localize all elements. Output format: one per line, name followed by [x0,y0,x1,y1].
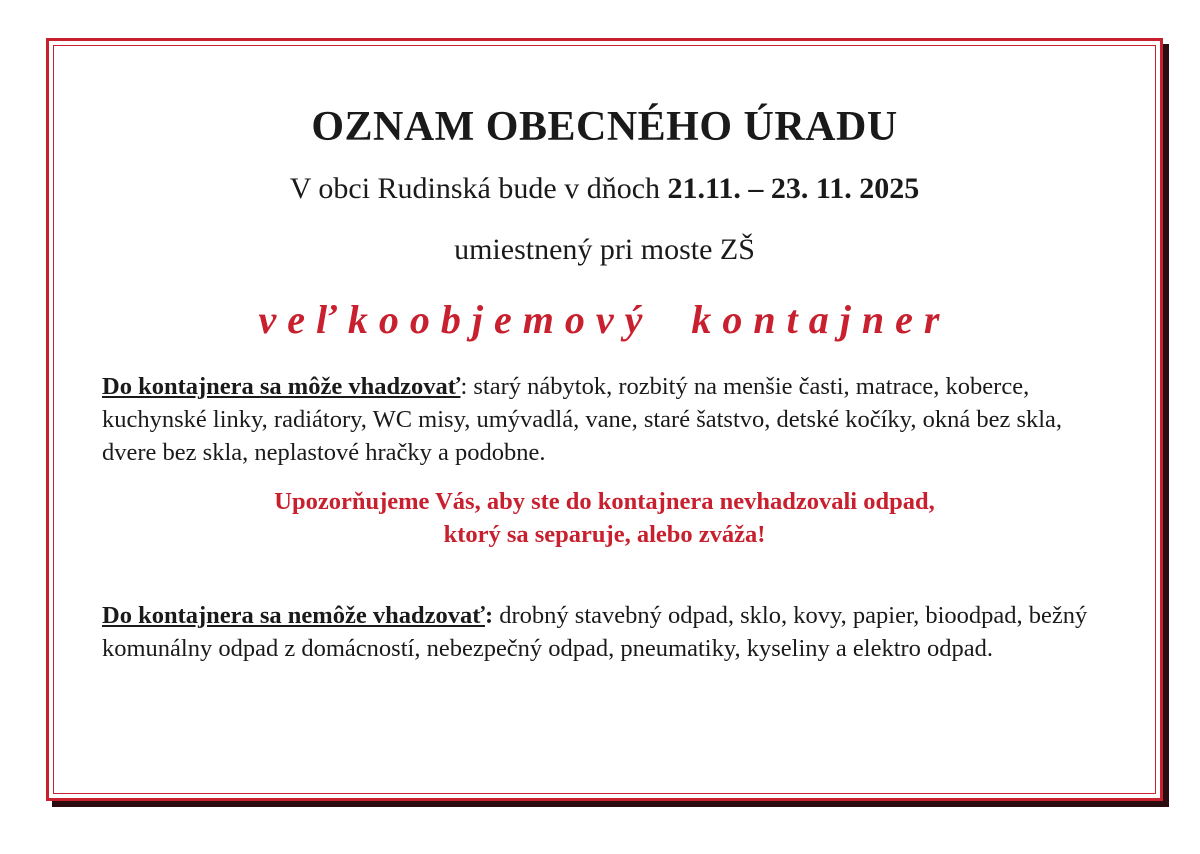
forbidden-colon: : [484,602,494,629]
date-line-prefix: V obci Rudinská bude v dňoch [289,172,668,205]
warning-line-1: Upozorňujeme Vás, aby ste do kontajnera nevhadzovali odpad, [274,488,935,515]
forbidden-text: drobný stavebný odpad, sklo, kovy, papier, bioodpad, bežný komunálny odpad z domácností, nebezpečný odpad, pneumatiky, kyseliny a elektro odpad. [102,602,1088,662]
date-range: 21.11. – 23. 11. 2025 [667,172,920,205]
notice-content [56,48,1153,791]
notice-title: OZNAM OBECNÉHO ÚRADU [311,104,898,150]
allowed-paragraph [102,370,1112,469]
location-line: umiestnený pri moste ZŠ [454,233,755,266]
warning-text [56,485,1153,551]
allowed-text: : starý nábytok, rozbitý na menšie časti, matrace, koberce, kuchynské linky, radiátory, WC misy, umývadlá, vane, staré šatstvo, detské kočíky, okná bez skla, dvere bez skla, neplastové hračky a podobne. [102,373,1063,466]
date-line [56,172,1153,206]
warning-line-2: ktorý sa separuje, alebo zváža! [443,521,766,548]
allowed-lead: Do kontajnera sa môže vhadzovať [102,373,461,400]
headline-word-2: kontajner [691,297,951,342]
headline-word-1: veľkoobjemový [258,297,654,342]
forbidden-lead: Do kontajnera sa nemôže vhadzovať [102,602,485,629]
forbidden-paragraph [102,599,1112,665]
container-headline [56,296,1153,343]
